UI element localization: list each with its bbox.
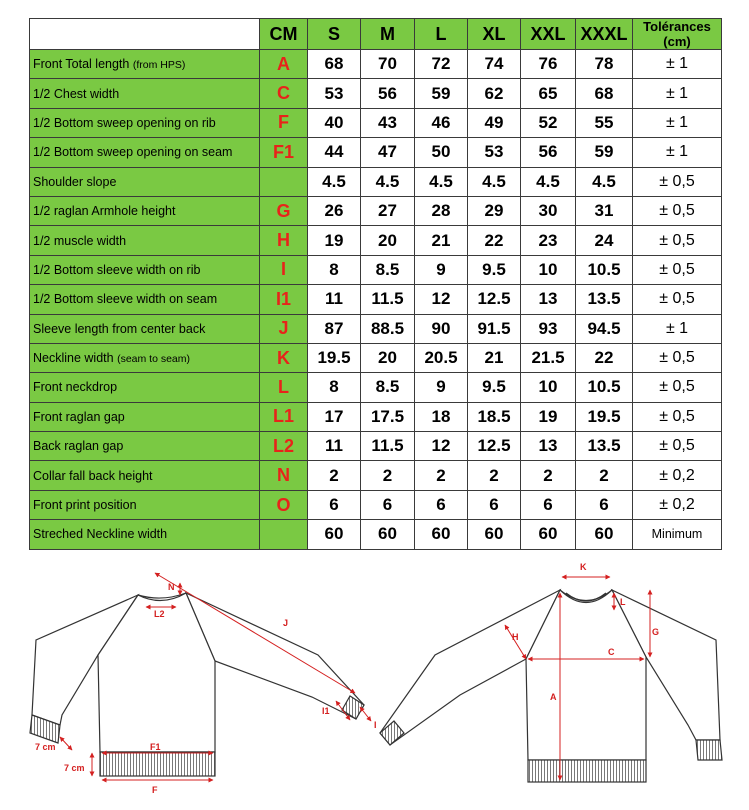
label-f1: F1 — [150, 742, 161, 752]
row-value-s: 19 — [308, 226, 361, 255]
row-value-xxl: 76 — [521, 50, 576, 79]
row-code: L2 — [260, 432, 308, 461]
label-g: G — [652, 627, 660, 637]
label-hem-cm: 7 cm — [64, 763, 85, 773]
row-label — [30, 50, 260, 79]
row-value-m: 4.5 — [361, 167, 415, 196]
row-label — [30, 490, 260, 519]
row-tolerance: ± 0,5 — [633, 402, 722, 431]
row-label-text: Neckline width — [33, 351, 114, 366]
row-label-note: (from HPS) — [132, 59, 186, 72]
row-value-s: 60 — [308, 520, 361, 549]
table-row — [30, 373, 722, 402]
row-value-l: 28 — [415, 196, 468, 225]
row-value-xl: 91.5 — [468, 314, 521, 343]
row-value-l: 21 — [415, 226, 468, 255]
row-value-xxl: 19 — [521, 402, 576, 431]
row-value-l: 12 — [415, 432, 468, 461]
row-tolerance: ± 0,5 — [633, 343, 722, 372]
row-value-xxxl: 10.5 — [576, 255, 633, 284]
row-tolerance: ± 0,5 — [633, 255, 722, 284]
label-k: K — [580, 562, 587, 572]
label-cuff-cm: 7 cm — [35, 742, 56, 752]
row-value-s: 68 — [308, 50, 361, 79]
row-value-xl: 60 — [468, 520, 521, 549]
table-row — [30, 196, 722, 225]
row-value-xxxl: 94.5 — [576, 314, 633, 343]
row-value-xxl: 60 — [521, 520, 576, 549]
row-value-s: 6 — [308, 490, 361, 519]
row-code: L1 — [260, 402, 308, 431]
row-value-xxl: 10 — [521, 373, 576, 402]
label-i1: I1 — [322, 706, 330, 716]
header-blank-cell — [30, 19, 260, 50]
row-label-text: Front print position — [33, 498, 137, 513]
row-value-xxl: 4.5 — [521, 167, 576, 196]
row-code — [260, 520, 308, 549]
row-value-xl: 4.5 — [468, 167, 521, 196]
row-tolerance: ± 1 — [633, 314, 722, 343]
row-value-m: 11.5 — [361, 285, 415, 314]
row-label — [30, 108, 260, 137]
row-value-m: 8.5 — [361, 255, 415, 284]
row-label — [30, 226, 260, 255]
row-value-xxxl: 2 — [576, 461, 633, 490]
row-tolerance: ± 1 — [633, 108, 722, 137]
row-value-s: 8 — [308, 373, 361, 402]
row-value-xl: 18.5 — [468, 402, 521, 431]
row-label-text: Front Total length — [33, 57, 130, 72]
label-l: L — [620, 597, 626, 607]
row-value-xl: 74 — [468, 50, 521, 79]
row-tolerance: ± 0,5 — [633, 196, 722, 225]
table-row — [30, 285, 722, 314]
row-label-text: Collar fall back height — [33, 468, 153, 483]
row-value-l: 9 — [415, 255, 468, 284]
table-row — [30, 226, 722, 255]
row-label-text: 1/2 Chest width — [33, 86, 120, 101]
row-value-s: 11 — [308, 432, 361, 461]
table-row — [30, 138, 722, 167]
row-label — [30, 520, 260, 549]
front-hem-rib — [528, 760, 646, 782]
row-label-note: (seam to seam) — [117, 353, 191, 366]
header-size-xxl: XXL — [521, 19, 576, 50]
row-tolerance: ± 0,5 — [633, 226, 722, 255]
header-size-xxxl: XXXL — [576, 19, 633, 50]
row-label-text: 1/2 Bottom sweep opening on seam — [33, 145, 233, 160]
row-value-s: 87 — [308, 314, 361, 343]
row-code: F — [260, 108, 308, 137]
row-label-text: 1/2 Bottom sleeve width on seam — [33, 292, 218, 307]
table-row — [30, 343, 722, 372]
row-value-m: 2 — [361, 461, 415, 490]
row-label-text: 1/2 Bottom sleeve width on rib — [33, 262, 201, 277]
row-value-xxl: 13 — [521, 432, 576, 461]
row-value-m: 56 — [361, 79, 415, 108]
row-value-xxl: 13 — [521, 285, 576, 314]
row-label-text: Streched Neckline width — [33, 527, 168, 542]
table-row — [30, 108, 722, 137]
row-value-xxxl: 13.5 — [576, 285, 633, 314]
row-code: H — [260, 226, 308, 255]
row-tolerance: ± 1 — [633, 50, 722, 79]
row-value-m: 60 — [361, 520, 415, 549]
row-value-xxxl: 4.5 — [576, 167, 633, 196]
label-f: F — [152, 785, 158, 795]
front-right-cuff — [696, 740, 722, 760]
row-value-xxl: 93 — [521, 314, 576, 343]
row-label — [30, 432, 260, 461]
row-value-xxxl: 31 — [576, 196, 633, 225]
row-label — [30, 79, 260, 108]
row-label-text: 1/2 muscle width — [33, 233, 127, 248]
row-label — [30, 461, 260, 490]
row-code: J — [260, 314, 308, 343]
header-tolerances — [633, 19, 722, 50]
row-value-m: 43 — [361, 108, 415, 137]
header-tolerances-line2: (cm) — [663, 34, 691, 49]
row-tolerance: ± 1 — [633, 138, 722, 167]
front-view-sweatshirt — [380, 590, 722, 782]
row-label — [30, 343, 260, 372]
header-size-xl: XL — [468, 19, 521, 50]
row-tolerance: Minimum — [633, 520, 722, 549]
row-tolerance: ± 0,5 — [633, 373, 722, 402]
row-code: F1 — [260, 138, 308, 167]
row-value-xxxl: 10.5 — [576, 373, 633, 402]
row-value-xxxl: 6 — [576, 490, 633, 519]
row-label-text: 1/2 raglan Armhole height — [33, 204, 176, 219]
row-value-l: 9 — [415, 373, 468, 402]
row-code: O — [260, 490, 308, 519]
table-row — [30, 402, 722, 431]
row-tolerance: ± 0,5 — [633, 167, 722, 196]
row-code: I1 — [260, 285, 308, 314]
table-row — [30, 314, 722, 343]
row-value-m: 11.5 — [361, 432, 415, 461]
row-value-xl: 2 — [468, 461, 521, 490]
row-label-text: Back raglan gap — [33, 439, 124, 454]
row-value-m: 70 — [361, 50, 415, 79]
row-value-xxxl: 68 — [576, 79, 633, 108]
table-row — [30, 461, 722, 490]
row-value-xxl: 30 — [521, 196, 576, 225]
row-label-text: Front raglan gap — [33, 409, 125, 424]
row-value-xxl: 10 — [521, 255, 576, 284]
row-value-l: 4.5 — [415, 167, 468, 196]
header-tolerances-line1: Tolérances — [643, 19, 711, 34]
row-value-m: 20 — [361, 343, 415, 372]
row-value-l: 20.5 — [415, 343, 468, 372]
row-value-xl: 12.5 — [468, 285, 521, 314]
row-label-text: Sleeve length from center back — [33, 321, 206, 336]
row-value-m: 47 — [361, 138, 415, 167]
row-label-text: 1/2 Bottom sweep opening on rib — [33, 115, 216, 130]
header-size-m: M — [361, 19, 415, 50]
label-a: A — [550, 692, 557, 702]
row-value-xxxl: 13.5 — [576, 432, 633, 461]
row-value-m: 27 — [361, 196, 415, 225]
back-view-sweatshirt — [30, 593, 364, 776]
label-c: C — [608, 647, 615, 657]
row-value-xxl: 6 — [521, 490, 576, 519]
row-value-xxl: 23 — [521, 226, 576, 255]
row-value-s: 44 — [308, 138, 361, 167]
row-code: K — [260, 343, 308, 372]
row-value-xl: 49 — [468, 108, 521, 137]
label-j: J — [283, 618, 289, 628]
row-label — [30, 255, 260, 284]
row-value-l: 60 — [415, 520, 468, 549]
row-value-xl: 62 — [468, 79, 521, 108]
row-code: A — [260, 50, 308, 79]
row-value-xl: 9.5 — [468, 373, 521, 402]
table-row — [30, 432, 722, 461]
label-n: N — [168, 582, 175, 592]
row-value-l: 50 — [415, 138, 468, 167]
row-value-xxl: 56 — [521, 138, 576, 167]
row-value-xl: 12.5 — [468, 432, 521, 461]
row-label — [30, 373, 260, 402]
row-label — [30, 167, 260, 196]
row-value-xxl: 65 — [521, 79, 576, 108]
label-i: I — [374, 720, 377, 730]
row-value-xl: 53 — [468, 138, 521, 167]
row-value-xxxl: 60 — [576, 520, 633, 549]
row-label-text: Front neckdrop — [33, 380, 118, 395]
row-code — [260, 167, 308, 196]
row-label — [30, 138, 260, 167]
row-value-l: 59 — [415, 79, 468, 108]
row-value-m: 8.5 — [361, 373, 415, 402]
row-value-xl: 22 — [468, 226, 521, 255]
row-label — [30, 402, 260, 431]
row-value-l: 46 — [415, 108, 468, 137]
table-row — [30, 79, 722, 108]
row-value-xl: 9.5 — [468, 255, 521, 284]
row-code: C — [260, 79, 308, 108]
row-tolerance: ± 1 — [633, 79, 722, 108]
row-value-l: 72 — [415, 50, 468, 79]
row-code: I — [260, 255, 308, 284]
row-tolerance: ± 0,5 — [633, 432, 722, 461]
row-value-s: 19.5 — [308, 343, 361, 372]
row-code: G — [260, 196, 308, 225]
row-tolerance: ± 0,2 — [633, 461, 722, 490]
row-value-s: 2 — [308, 461, 361, 490]
row-value-l: 6 — [415, 490, 468, 519]
row-tolerance: ± 0,5 — [633, 285, 722, 314]
row-value-xl: 6 — [468, 490, 521, 519]
header-code: CM — [260, 19, 308, 50]
row-value-s: 53 — [308, 79, 361, 108]
row-label — [30, 314, 260, 343]
row-value-s: 4.5 — [308, 167, 361, 196]
row-value-xl: 21 — [468, 343, 521, 372]
row-value-xxxl: 78 — [576, 50, 633, 79]
table-body — [30, 50, 722, 550]
row-value-l: 90 — [415, 314, 468, 343]
table-row — [30, 50, 722, 79]
row-tolerance: ± 0,2 — [633, 490, 722, 519]
table-row — [30, 167, 722, 196]
row-value-xxxl: 55 — [576, 108, 633, 137]
table-header-row — [30, 19, 722, 50]
row-value-m: 17.5 — [361, 402, 415, 431]
label-h: H — [512, 632, 519, 642]
row-code: L — [260, 373, 308, 402]
row-value-xxxl: 22 — [576, 343, 633, 372]
row-value-l: 2 — [415, 461, 468, 490]
row-value-m: 6 — [361, 490, 415, 519]
garment-diagrams — [0, 555, 749, 810]
table-row — [30, 520, 722, 549]
row-value-s: 40 — [308, 108, 361, 137]
row-value-s: 11 — [308, 285, 361, 314]
header-size-s: S — [308, 19, 361, 50]
row-value-xl: 29 — [468, 196, 521, 225]
row-label — [30, 285, 260, 314]
row-value-xxxl: 19.5 — [576, 402, 633, 431]
row-value-xxl: 2 — [521, 461, 576, 490]
back-hem-rib — [100, 752, 215, 776]
row-value-l: 12 — [415, 285, 468, 314]
row-label-text: Shoulder slope — [33, 174, 117, 189]
row-value-l: 18 — [415, 402, 468, 431]
row-value-m: 20 — [361, 226, 415, 255]
row-value-s: 17 — [308, 402, 361, 431]
row-value-xxxl: 59 — [576, 138, 633, 167]
size-chart-table — [29, 18, 722, 550]
row-value-xxxl: 24 — [576, 226, 633, 255]
row-value-s: 26 — [308, 196, 361, 225]
row-value-m: 88.5 — [361, 314, 415, 343]
row-label — [30, 196, 260, 225]
row-code: N — [260, 461, 308, 490]
row-value-s: 8 — [308, 255, 361, 284]
table-row — [30, 255, 722, 284]
row-value-xxl: 52 — [521, 108, 576, 137]
table-row — [30, 490, 722, 519]
row-value-xxl: 21.5 — [521, 343, 576, 372]
header-size-l: L — [415, 19, 468, 50]
label-l2: L2 — [154, 609, 165, 619]
